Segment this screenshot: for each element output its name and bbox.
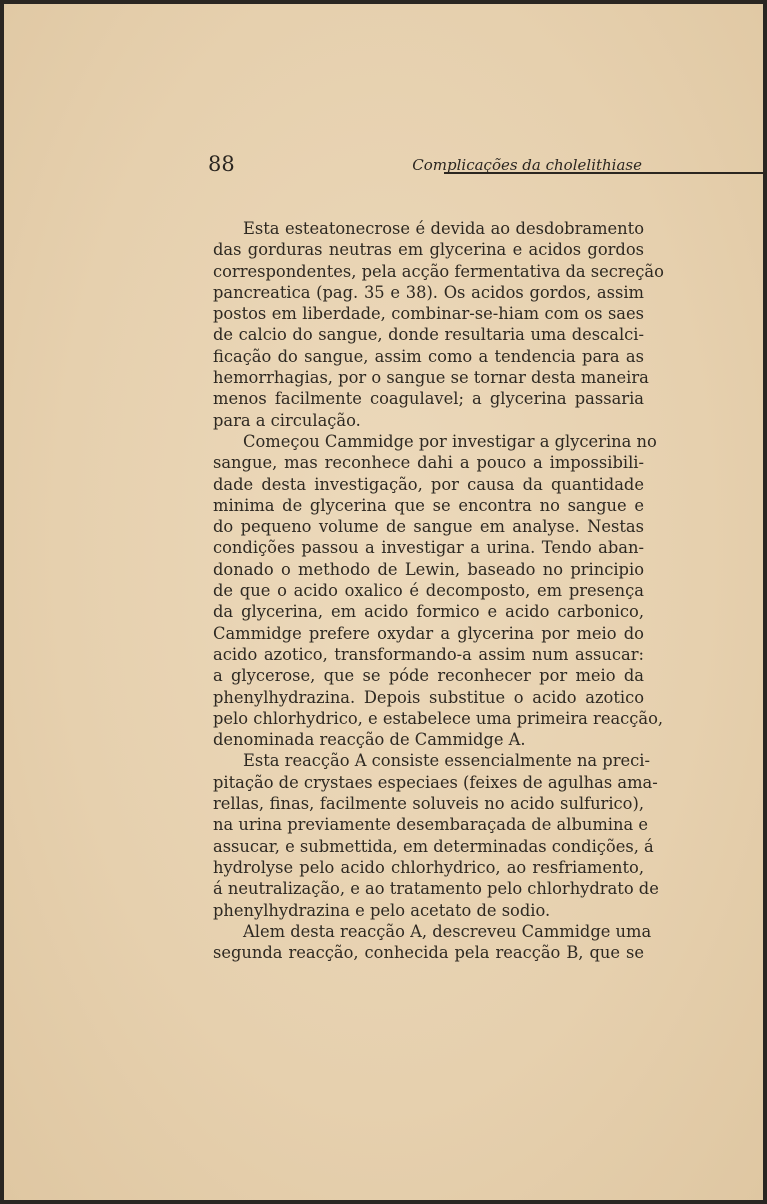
text-line: na urina previamente desembaraçada de albumina e xyxy=(213,815,649,835)
page-header xyxy=(208,150,642,178)
text-line: condições passou a investigar a urina. Tendo aban- xyxy=(213,538,644,558)
text-line: das gorduras neutras em glycerina e acidos gordos xyxy=(213,240,644,260)
page-number: 88 xyxy=(208,152,235,176)
text-line: correspondentes, pela acção fermentativa da secreção xyxy=(213,261,664,281)
text-line: sangue, mas reconhece dahi a pouco a impossibili- xyxy=(213,453,644,473)
paragraph xyxy=(213,921,652,964)
paragraph xyxy=(213,431,664,750)
text-line: para a circulação. xyxy=(213,410,361,430)
text-line: da glycerina, em acido formico e acido carbonico, xyxy=(213,602,644,622)
text-line: phenylhydrazina e pelo acetato de sodio. xyxy=(213,900,551,920)
text-line: dade desta investigação, por causa da quantidade xyxy=(213,474,644,494)
text-line: minima de glycerina que se encontra no sangue e xyxy=(213,495,644,515)
text-line: denominada reacção de Cammidge A. xyxy=(213,730,526,750)
text-line: pelo chlorhydrico, e estabelece uma primeira reacção, xyxy=(213,708,664,728)
body-text xyxy=(213,218,664,963)
text-line: pancreatica (pag. 35 e 38). Os acidos gordos, assim xyxy=(213,282,644,302)
text-line: acido azotico, transformando-a assim num assucar: xyxy=(213,644,644,664)
book-page xyxy=(4,4,763,1200)
running-title: Complicações da cholelithiase xyxy=(412,156,642,174)
header-rule xyxy=(444,172,767,174)
text-line: Começou Cammidge por investigar a glycerina no xyxy=(243,431,657,451)
text-line: de que o acido oxalico é decomposto, em presença xyxy=(213,581,644,601)
text-line: assucar, e submettida, em determinadas condições, á xyxy=(213,836,654,856)
text-line: menos facilmente coagulavel; a glycerina passaria xyxy=(213,389,644,409)
text-line: Esta esteatonecrose é devida ao desdobramento xyxy=(243,219,644,238)
text-line: segunda reacção, conhecida pela reacção B, que se xyxy=(213,943,644,963)
text-line: Esta reacção A consiste essencialmente na preci- xyxy=(243,751,650,771)
text-line: ficação do sangue, assim como a tendencia para as xyxy=(213,346,644,366)
text-line: donado o methodo de Lewin, baseado no principio xyxy=(213,559,644,579)
text-line: phenylhydrazina. Depois substitue o acido azotico xyxy=(213,687,644,707)
text-line: Cammidge prefere oxydar a glycerina por meio do xyxy=(213,623,644,643)
text-line: hemorrhagias, por o sangue se tornar desta maneira xyxy=(213,368,649,388)
text-line: pitação de crystaes especiaes (feixes de agulhas ama- xyxy=(213,772,658,792)
text-line: de calcio do sangue, donde resultaria uma descalci- xyxy=(213,325,644,345)
paragraph xyxy=(213,750,659,920)
text-line: á neutralização, e ao tratamento pelo chlorhydrato de xyxy=(213,879,659,899)
paragraph xyxy=(213,218,664,431)
text-line: postos em liberdade, combinar-se-hiam com os saes xyxy=(213,304,644,324)
text-line: Alem desta reacção A, descreveu Cammidge uma xyxy=(243,921,652,941)
text-line: a glycerose, que se póde reconhecer por meio da xyxy=(213,666,644,686)
text-line: rellas, finas, facilmente soluveis no acido sulfurico), xyxy=(213,794,644,814)
text-line: do pequeno volume de sangue em analyse. Nestas xyxy=(213,517,644,537)
text-line: hydrolyse pelo acido chlorhydrico, ao resfriamento, xyxy=(213,857,644,877)
